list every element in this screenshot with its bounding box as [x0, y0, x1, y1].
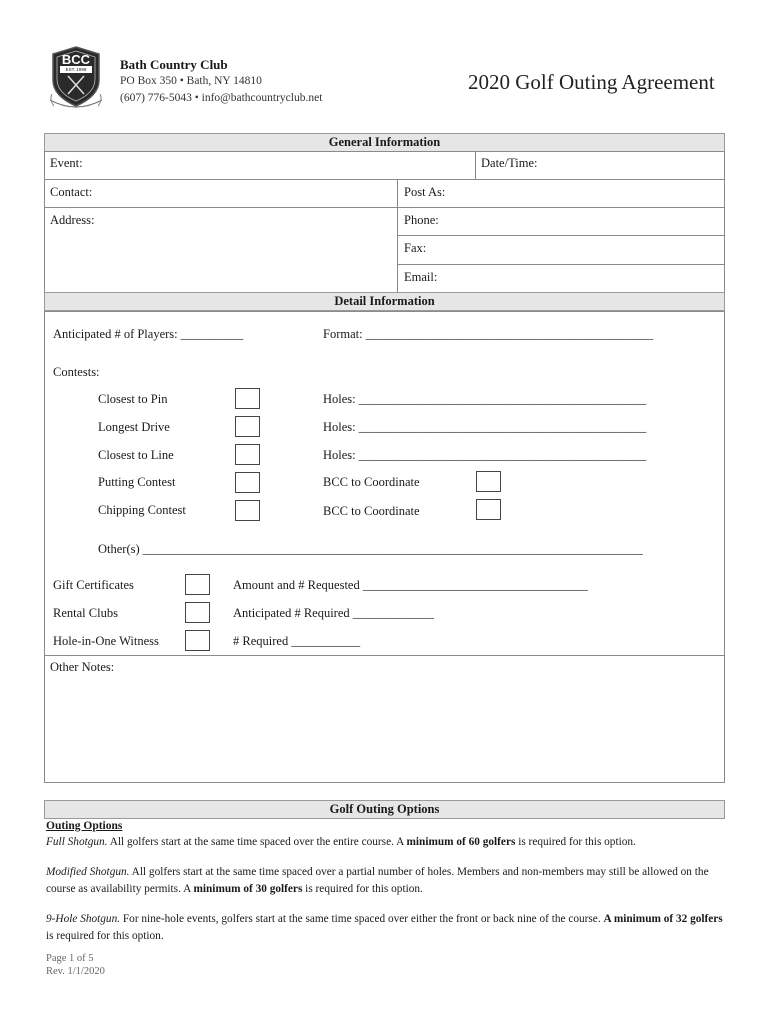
detail-info-heading: Detail Information	[44, 292, 725, 311]
modified-shotgun-title: Modified Shotgun.	[46, 866, 130, 878]
putting-contest-checkbox[interactable]	[235, 472, 260, 493]
club-logo	[46, 44, 106, 112]
modified-shotgun-paragraph	[46, 864, 730, 898]
fax-field[interactable]: Fax:	[404, 241, 427, 255]
logo-text: BCC	[61, 52, 91, 67]
chipping-contest-label: Chipping Contest	[98, 503, 186, 517]
rental-clubs-checkbox[interactable]	[185, 602, 210, 623]
longest-drive-checkbox[interactable]	[235, 416, 260, 437]
chipping-contest-checkbox[interactable]	[235, 500, 260, 521]
other-notes-label: Other Notes:	[50, 660, 115, 674]
nine-hole-shotgun-title: 9-Hole Shotgun.	[46, 913, 121, 925]
hole-in-one-checkbox[interactable]	[185, 630, 210, 651]
bcc-coordinate-checkbox-2[interactable]	[476, 499, 501, 520]
players-field[interactable]: Anticipated # of Players: __________	[53, 327, 244, 341]
closest-pin-checkbox[interactable]	[235, 388, 260, 409]
nine-hole-shotgun-text: For nine-hole events, golfers start at the same time spaced over either the front or back nine of the course.	[120, 913, 604, 925]
gift-certificates-checkbox[interactable]	[185, 574, 210, 595]
nine-hole-shotgun-paragraph	[46, 911, 730, 945]
bcc-coordinate-label-1: BCC to Coordinate	[323, 475, 420, 489]
modified-shotgun-minimum: minimum of 30 golfers	[193, 883, 303, 895]
bcc-coordinate-checkbox-1[interactable]	[476, 471, 501, 492]
contests-label: Contests:	[53, 365, 100, 379]
outing-options-subheading: Outing Options	[46, 820, 123, 832]
general-info-table	[44, 151, 725, 293]
address-field[interactable]: Address:	[50, 213, 95, 227]
club-address: PO Box 350 • Bath, NY 14810	[120, 75, 262, 87]
full-shotgun-title: Full Shotgun.	[46, 836, 108, 848]
phone-field[interactable]: Phone:	[404, 213, 439, 227]
required-field[interactable]: # Required ___________	[233, 634, 361, 648]
other-notes-textarea[interactable]	[46, 676, 723, 781]
divider	[44, 179, 725, 180]
full-shotgun-paragraph	[46, 834, 726, 851]
longest-drive-label: Longest Drive	[98, 420, 170, 434]
full-shotgun-text-end: is required for this option.	[515, 836, 636, 848]
holes-field-1[interactable]: Holes: ______________________________________________	[323, 392, 647, 406]
gift-certificates-label: Gift Certificates	[53, 578, 134, 592]
divider	[475, 151, 476, 179]
general-info-heading: General Information	[44, 133, 725, 152]
post-as-field[interactable]: Post As:	[404, 185, 446, 199]
nine-hole-shotgun-text-end: is required for this option.	[46, 930, 164, 942]
event-field[interactable]: Event:	[50, 156, 83, 170]
nine-hole-shotgun-minimum: A minimum of 32 golfers	[603, 913, 723, 925]
holes-field-2[interactable]: Holes: ______________________________________________	[323, 420, 647, 434]
holes-field-3[interactable]: Holes: ______________________________________________	[323, 448, 647, 462]
putting-contest-label: Putting Contest	[98, 475, 176, 489]
divider	[397, 235, 725, 236]
closest-line-checkbox[interactable]	[235, 444, 260, 465]
logo-subtext: EST. 1898	[65, 67, 87, 72]
closest-pin-label: Closest to Pin	[98, 392, 168, 406]
revision-date: Rev. 1/1/2020	[46, 966, 105, 977]
full-shotgun-minimum: minimum of 60 golfers	[406, 836, 516, 848]
modified-shotgun-text: All golfers start at the same time spaced over a partial number of holes. Members and non-members may still be allowed on the course as availability permits. A	[46, 866, 709, 895]
modified-shotgun-text-end: is required for this option.	[302, 883, 423, 895]
page-number: Page 1 of 5	[46, 953, 94, 964]
anticipated-required-field[interactable]: Anticipated # Required _____________	[233, 606, 435, 620]
email-field[interactable]: Email:	[404, 270, 438, 284]
divider	[44, 207, 725, 208]
divider	[397, 179, 398, 293]
golf-outing-options-heading: Golf Outing Options	[44, 800, 725, 819]
date-time-field[interactable]: Date/Time:	[481, 156, 538, 170]
others-field[interactable]: Other(s) ________________________________________________________________________________	[98, 542, 643, 556]
divider	[44, 655, 725, 656]
full-shotgun-text: All golfers start at the same time spaced over the entire course. A	[107, 836, 407, 848]
rental-clubs-label: Rental Clubs	[53, 606, 118, 620]
contact-field[interactable]: Contact:	[50, 185, 93, 199]
format-field[interactable]: Format: ______________________________________________	[323, 327, 654, 341]
hole-in-one-label: Hole-in-One Witness	[53, 634, 159, 648]
club-contact: (607) 776-5043 • info@bathcountryclub.net	[120, 92, 323, 104]
club-name: Bath Country Club	[120, 57, 228, 72]
closest-line-label: Closest to Line	[98, 448, 174, 462]
amount-requested-field[interactable]: Amount and # Requested ____________________________________	[233, 578, 588, 592]
bcc-coordinate-label-2: BCC to Coordinate	[323, 504, 420, 518]
divider	[397, 264, 725, 265]
document-title: 2020 Golf Outing Agreement	[468, 70, 715, 94]
